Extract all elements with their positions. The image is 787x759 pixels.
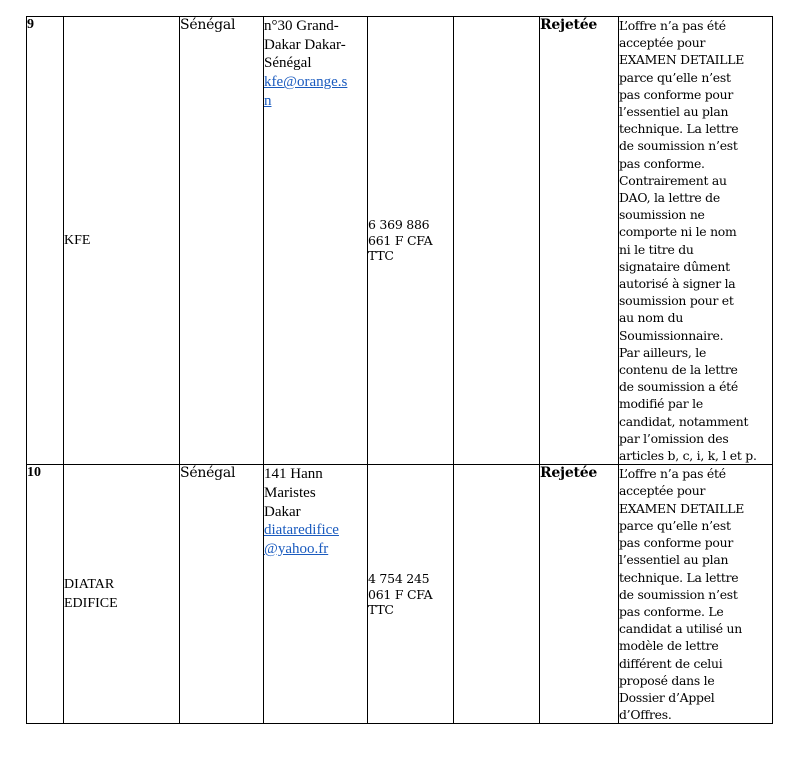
reason-line: pas conforme.: [619, 155, 705, 171]
reason-line: de soumission n’est: [619, 586, 738, 602]
rejection-reason: [619, 17, 773, 465]
reason-line: l’essentiel au plan: [619, 552, 729, 568]
reason-line: par l’omission des: [619, 430, 729, 446]
status-label: Rejetée: [540, 17, 619, 465]
address-line: 141 Hann: [264, 466, 323, 483]
reason-line: autorisé à signer la: [619, 276, 736, 292]
row-number: 9: [27, 17, 64, 465]
amount-line: 061 F CFA: [368, 586, 433, 602]
empty-cell: [454, 465, 540, 724]
reason-line: signataire dûment: [619, 258, 730, 274]
reason-line: soumission pour et: [619, 293, 734, 309]
amount-line: TTC: [368, 602, 394, 618]
address-line: Sénégal: [264, 55, 312, 72]
address-line: n°30 Grand-: [264, 18, 339, 34]
reason-line: L’offre n’a pas été: [619, 18, 726, 33]
reason-line: L’offre n’a pas été: [619, 466, 726, 482]
reason-line: Dossier d’Appel: [619, 689, 715, 705]
reason-line: EXAMEN DETAILLE: [619, 500, 745, 516]
reason-line: acceptée pour: [619, 35, 706, 51]
address-line: Dakar Dakar-: [264, 36, 346, 53]
bid-amount: [368, 465, 454, 724]
bidder-address: [264, 465, 368, 724]
reason-line: l’essentiel au plan: [619, 104, 729, 120]
reason-line: au nom du: [619, 310, 684, 326]
rejection-reason: [619, 465, 773, 724]
bid-amount: [368, 17, 454, 465]
amount-line: 6 369 886: [368, 217, 430, 233]
reason-line: candidat a utilisé un: [619, 621, 742, 637]
bidder-name-line: DIATAR: [64, 577, 115, 593]
empty-cell: [454, 17, 540, 465]
reason-line: pas conforme pour: [619, 86, 734, 102]
table-row: [27, 17, 773, 465]
email-link[interactable]: diataredifice: [264, 522, 339, 539]
reason-line: ni le titre du: [619, 241, 694, 257]
reason-line: technique. La lettre: [619, 569, 739, 585]
reason-line: proposé dans le: [619, 672, 715, 688]
bidder-country: Sénégal: [180, 465, 264, 724]
reason-line: de soumission n’est: [619, 138, 738, 154]
bidder-name: [64, 465, 180, 724]
bidder-name-line: KFE: [64, 233, 91, 249]
reason-line: pas conforme. Le: [619, 603, 724, 619]
email-link[interactable]: n: [264, 92, 272, 109]
reason-line: parce qu’elle n’est: [619, 69, 731, 85]
status-label: Rejetée: [540, 465, 619, 724]
reason-line: Par ailleurs, le: [619, 344, 707, 360]
bid-evaluation-table: [26, 16, 773, 724]
reason-line: modèle de lettre: [619, 638, 719, 654]
reason-line: d’Offres.: [619, 707, 672, 723]
reason-line: Contrairement au: [619, 172, 727, 188]
email-link[interactable]: kfe@orange.s: [264, 74, 348, 91]
reason-line: comporte ni le nom: [619, 224, 737, 240]
reason-line: acceptée pour: [619, 483, 706, 499]
reason-line: DAO, la lettre de: [619, 190, 720, 206]
amount-line: TTC: [368, 248, 394, 264]
reason-line: contenu de la lettre: [619, 362, 738, 378]
amount-line: 4 754 245: [368, 570, 430, 586]
address-line: Maristes: [264, 484, 316, 501]
reason-line: de soumission a été: [619, 379, 738, 395]
reason-line: modifié par le: [619, 396, 703, 412]
email-link[interactable]: @yahoo.fr: [264, 541, 329, 558]
reason-line: EXAMEN DETAILLE: [619, 52, 745, 68]
reason-line: pas conforme pour: [619, 535, 734, 551]
bidder-name: [64, 17, 180, 465]
table-row: [27, 465, 773, 724]
reason-line: soumission ne: [619, 207, 705, 223]
reason-line: différent de celui: [619, 655, 723, 671]
reason-line: technique. La lettre: [619, 121, 739, 137]
reason-line: Soumissionnaire.: [619, 327, 724, 343]
address-line: Dakar: [264, 503, 301, 520]
bidder-address: [264, 17, 368, 465]
bidder-name-line: EDIFICE: [64, 596, 118, 612]
reason-line: candidat, notamment: [619, 413, 749, 429]
reason-line: articles b, c, i, k, l et p.: [619, 448, 757, 464]
amount-line: 661 F CFA: [368, 232, 433, 248]
bidder-country: Sénégal: [180, 17, 264, 465]
row-number: 10: [27, 465, 64, 724]
reason-line: parce qu’elle n’est: [619, 517, 731, 533]
